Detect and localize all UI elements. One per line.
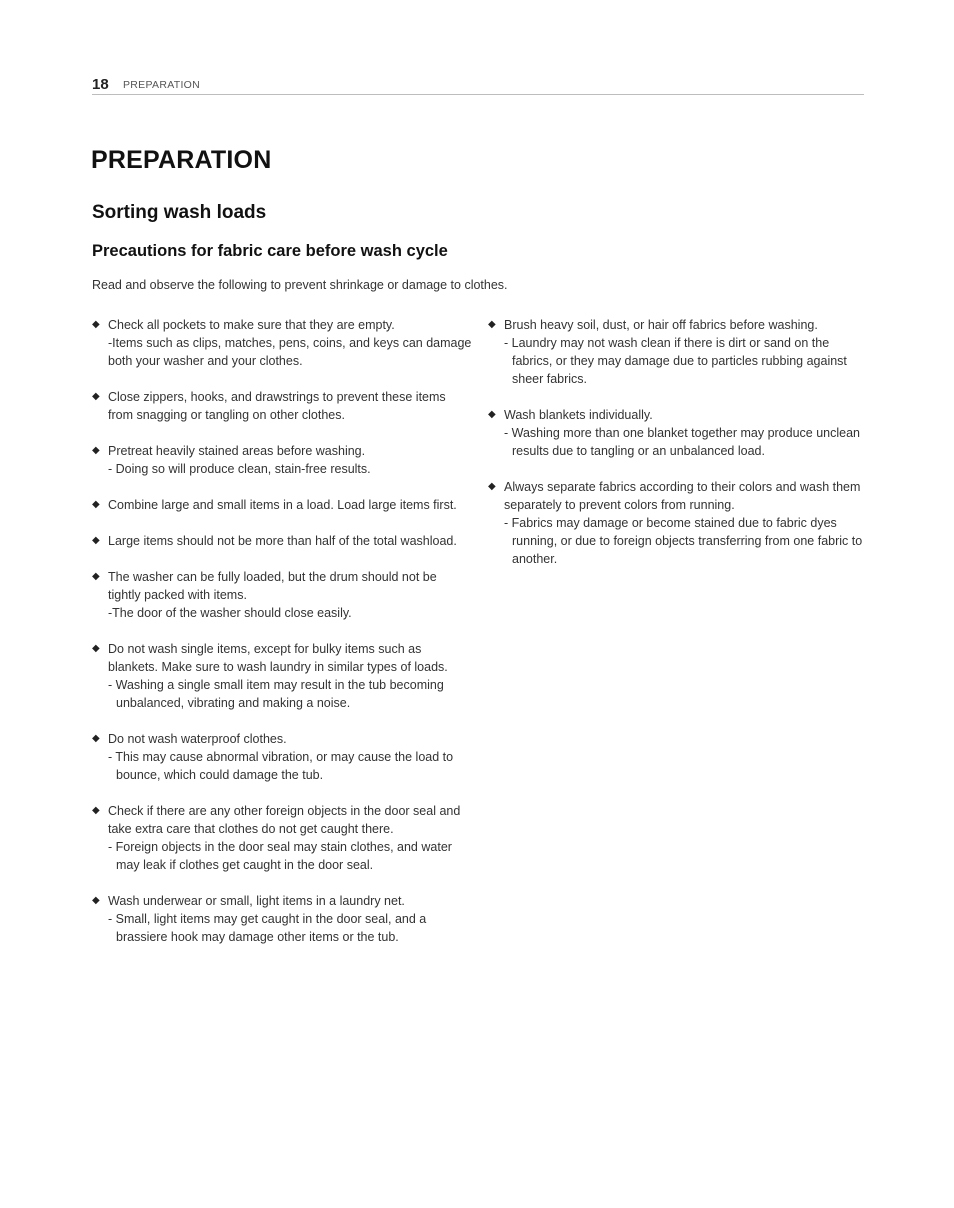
- list-item-text: Pretreat heavily stained areas before washing.: [108, 444, 366, 458]
- list-item-note: - Washing a single small item may result in the tub becoming unbalanced, vibrating and making a noise.: [108, 678, 444, 710]
- list-item: [92, 892, 472, 946]
- diamond-bullet-icon: ◆: [92, 571, 100, 582]
- list-item-text: Large items should not be more than half of the total washload.: [108, 534, 457, 548]
- list-item: [92, 496, 472, 514]
- list-item: [92, 388, 472, 424]
- list-item: [92, 316, 472, 370]
- list-item: [488, 406, 868, 460]
- list-item: [92, 730, 472, 784]
- list-item-text: Wash underwear or small, light items in a laundry net.: [108, 894, 405, 908]
- diamond-bullet-icon: ◆: [92, 805, 100, 816]
- list-item-note: - Foreign objects in the door seal may stain clothes, and water may leak if clothes get caught in the door seal.: [108, 840, 452, 872]
- right-column: [488, 316, 868, 586]
- diamond-bullet-icon: ◆: [92, 391, 100, 402]
- list-item-text: The washer can be fully loaded, but the drum should not be tightly packed with items.: [108, 570, 437, 602]
- intro-text: Read and observe the following to prevent shrinkage or damage to clothes.: [92, 278, 508, 292]
- list-item: [92, 442, 472, 478]
- list-item-text: Wash blankets individually.: [504, 408, 653, 422]
- diamond-bullet-icon: ◆: [488, 319, 496, 330]
- list-item-text: Check all pockets to make sure that they are empty.: [108, 318, 395, 332]
- list-item: [488, 478, 868, 568]
- page-number: 18: [92, 76, 109, 93]
- list-item-text: Combine large and small items in a load. Load large items first.: [108, 498, 457, 512]
- list-item-note: - Fabrics may damage or become stained due to fabric dyes running, or due to foreign objects transferring from one fabric to another.: [504, 516, 863, 566]
- list-item-text: Brush heavy soil, dust, or hair off fabrics before washing.: [504, 318, 818, 332]
- list-item-text: Close zippers, hooks, and drawstrings to prevent these items from snagging or tangling on other clothes.: [108, 390, 446, 422]
- list-item-note: - Laundry may not wash clean if there is dirt or sand on the fabrics, or they may damage due to particles rubbing against sheer fabrics.: [504, 336, 847, 386]
- page-title: PREPARATION: [91, 146, 272, 174]
- diamond-bullet-icon: ◆: [92, 535, 100, 546]
- list-item-note: -The door of the washer should close easily.: [108, 606, 352, 620]
- list-item-text: Do not wash waterproof clothes.: [108, 732, 287, 746]
- diamond-bullet-icon: ◆: [488, 409, 496, 420]
- list-item-text: Check if there are any other foreign objects in the door seal and take extra care that clothes do not get caught there.: [108, 804, 461, 836]
- list-item-note: - This may cause abnormal vibration, or may cause the load to bounce, which could damage the tub.: [108, 750, 454, 782]
- list-item: [92, 568, 472, 622]
- list-item: [92, 640, 472, 712]
- section-heading: Sorting wash loads: [92, 202, 267, 223]
- subsection-heading: Precautions for fabric care before wash cycle: [92, 242, 448, 260]
- diamond-bullet-icon: ◆: [92, 895, 100, 906]
- diamond-bullet-icon: ◆: [92, 643, 100, 654]
- left-column: [92, 316, 472, 964]
- diamond-bullet-icon: ◆: [92, 445, 100, 456]
- diamond-bullet-icon: ◆: [92, 733, 100, 744]
- list-item: [92, 532, 472, 550]
- list-item-note: - Small, light items may get caught in the door seal, and a brassiere hook may damage other items or the tub.: [108, 912, 427, 944]
- diamond-bullet-icon: ◆: [92, 319, 100, 330]
- list-item-note: - Doing so will produce clean, stain-free results.: [108, 462, 371, 476]
- header-section-label: PREPARATION: [123, 79, 201, 91]
- diamond-bullet-icon: ◆: [488, 481, 496, 492]
- list-item-note: - Washing more than one blanket together may produce unclean results due to tangling or an unbalanced load.: [504, 426, 860, 458]
- list-item-note: -Items such as clips, matches, pens, coins, and keys can damage both your washer and your clothes.: [108, 336, 472, 368]
- list-item: [488, 316, 868, 388]
- diamond-bullet-icon: ◆: [92, 499, 100, 510]
- list-item: [92, 802, 472, 874]
- page-header: [92, 76, 864, 95]
- list-item-text: Do not wash single items, except for bulky items such as blankets. Make sure to wash laundry in similar types of loads.: [108, 642, 448, 674]
- list-item-text: Always separate fabrics according to their colors and wash them separately to prevent colors from running.: [504, 480, 861, 512]
